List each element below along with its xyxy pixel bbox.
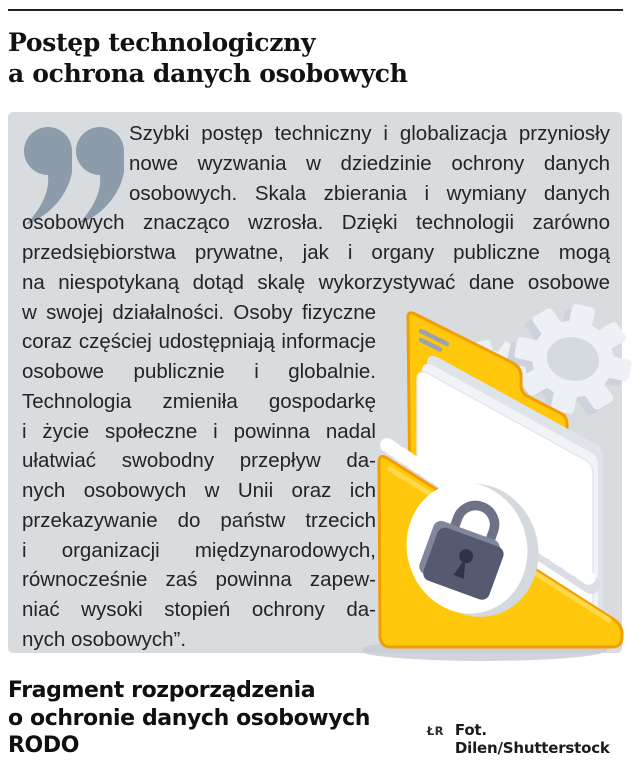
quote-line: Technologia zmieniła gospodarkę <box>22 389 376 413</box>
top-divider <box>8 9 623 11</box>
quote-line: przedsiębiorstwa prywatne, jak i organy publiczne mogą <box>22 241 610 264</box>
caption <box>8 677 427 760</box>
page-title-line1: Postęp technologiczny <box>8 28 316 57</box>
caption-line1: Fragment rozporządzenia <box>8 678 316 703</box>
quote-line: nych osobowych”. <box>22 627 187 651</box>
quote-line: i życie społeczne i powinna nadal <box>22 419 376 443</box>
quote-line: nowe wyzwania w dziedzinie ochrony danych <box>129 151 610 175</box>
caption-line2: o ochronie danych osobowych RODO <box>8 705 371 758</box>
quote-line: osobowych znacząco wzrosła. Dzięki technologii zarówno <box>22 211 610 235</box>
page-title <box>8 27 408 89</box>
quote-line: osobowych. Skala zbierania i wymiany danych <box>129 181 610 205</box>
quote-line: równocześnie zaś powinna zapew- <box>22 568 376 592</box>
quote-block <box>8 112 622 653</box>
page-title-line2: a ochrona danych osobowych <box>8 59 408 88</box>
folder-lock-illustration <box>363 297 638 662</box>
photo-credit <box>427 721 636 760</box>
footer <box>8 677 636 760</box>
quote-line: osobowe publicznie i globalnie. <box>22 360 376 383</box>
quote-line: w swojej działalności. Osoby fizyczne <box>22 300 376 324</box>
credit-source: Fot. Dilen/Shutterstock <box>454 720 610 757</box>
quote-line: Szybki postęp techniczny i globalizacja przyniosły <box>129 122 610 145</box>
quote-line: na niespotykaną dotąd skalę wykorzystywać dane osobowe <box>22 270 610 294</box>
quote-line: nych osobowych w Unii oraz ich <box>22 479 376 502</box>
quote-line: i organizacji międzynarodowych, <box>22 538 376 562</box>
quote-line: ułatwiać swobodny przepływ da- <box>22 449 376 473</box>
credit-initials: ŁR <box>426 723 444 738</box>
quote-line: niać wysoki stopień ochrony da- <box>22 598 376 621</box>
quote-line: przekazywanie do państw trzecich <box>22 508 376 532</box>
quote-line: coraz częściej udostępniają informacje <box>22 330 376 354</box>
